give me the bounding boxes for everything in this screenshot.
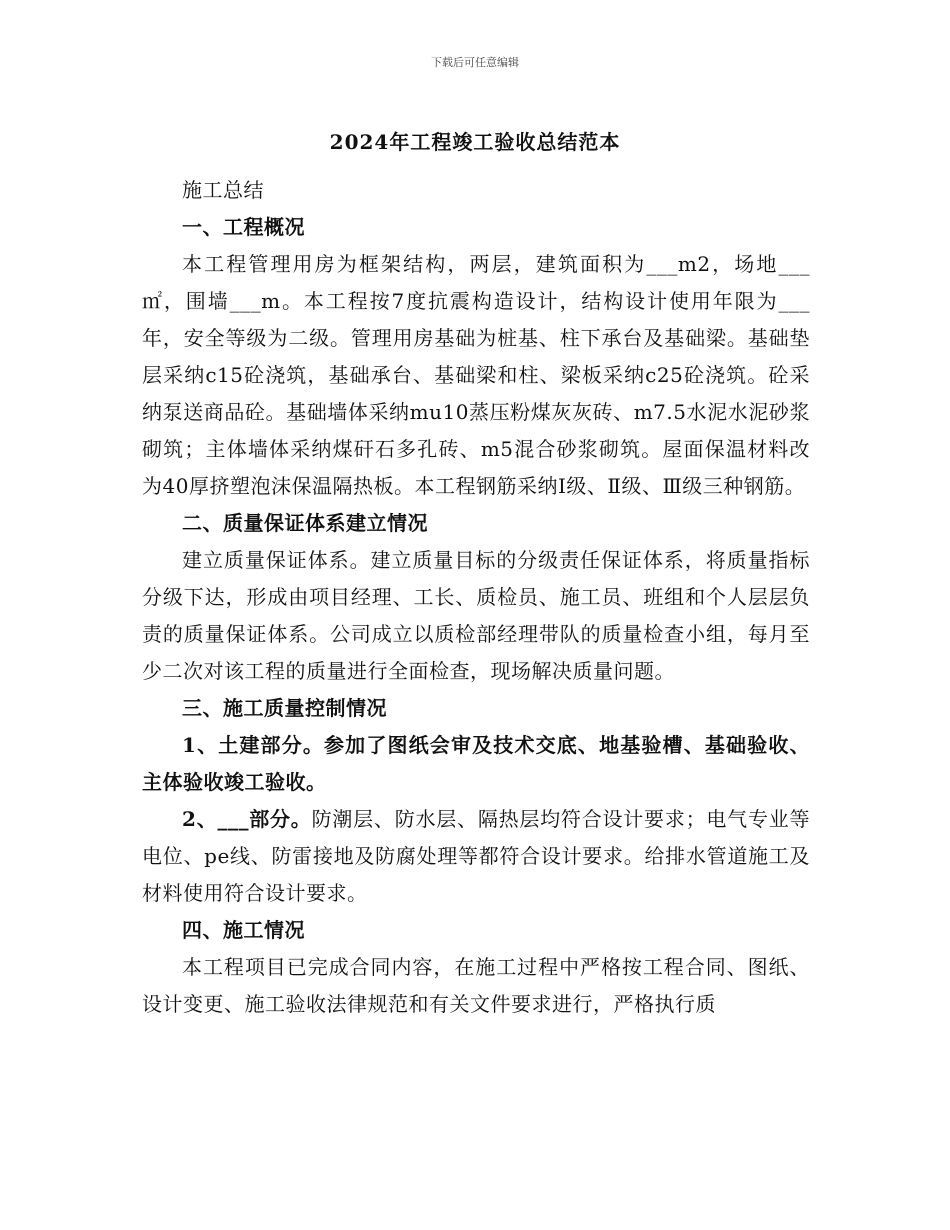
page-header-note: 下载后可任意编辑 (431, 56, 519, 69)
heading-project-overview: 一、工程概况 (182, 215, 305, 239)
paragraph-civil-works: 1、土建部分。参加了图纸会审及技术交底、地基验槽、基础验收、主体验收竣工验收。 (142, 733, 810, 794)
document-body (142, 172, 810, 1023)
part-two-label: 2、___部分。 (182, 807, 312, 831)
heading-construction: 四、施工情况 (182, 918, 305, 942)
paragraph-part-two (142, 801, 810, 912)
part-two-text: 防潮层、防水层、隔热层均符合设计要求；电气专业等电位、pe线、防雷接地及防腐处理等都符合设计要求。给排水管道施工及材料使用符合设计要求。 (142, 807, 811, 905)
paragraph-construction: 本工程项目已完成合同内容，在施工过程中严格按工程合同、图纸、设计变更、施工验收法律规范和有关文件要求进行，严格执行质 (142, 955, 810, 1016)
paragraph-project-overview: 本工程管理用房为框架结构，两层，建筑面积为___m2，场地___㎡，围墙___m。本工程按7度抗震构造设计，结构设计使用年限为___年，安全等级为二级。管理用房基础为桩基、柱下承台及基础梁。基础垫层采纳c15砼浇筑，基础承台、基础梁和柱、梁板采纳c25砼浇筑。砼采纳泵送商品砼。基础墙体采纳mu10蒸压粉煤灰灰砖、m7.5水泥水泥砂浆砌筑；主体墙体采纳煤矸石多孔砖、m5混合砂浆砌筑。屋面保温材料改为40厚挤塑泡沫保温隔热板。本工程钢筋采纳Ⅰ级、Ⅱ级、Ⅲ级三种钢筋。 (142, 252, 810, 498)
document-title: 2024年工程竣工验收总结范本 (329, 130, 621, 154)
section-label: 施工总结 (182, 178, 264, 202)
heading-quality-control: 三、施工质量控制情况 (182, 696, 387, 720)
heading-quality-system: 二、质量保证体系建立情况 (182, 511, 428, 535)
paragraph-quality-system: 建立质量保证体系。建立质量目标的分级责任保证体系，将质量指标分级下达，形成由项目经理、工长、质检员、施工员、班组和个人层层负责的质量保证体系。公司成立以质检部经理带队的质量检查小组，每月至少二次对该工程的质量进行全面检查，现场解决质量问题。 (142, 548, 810, 683)
